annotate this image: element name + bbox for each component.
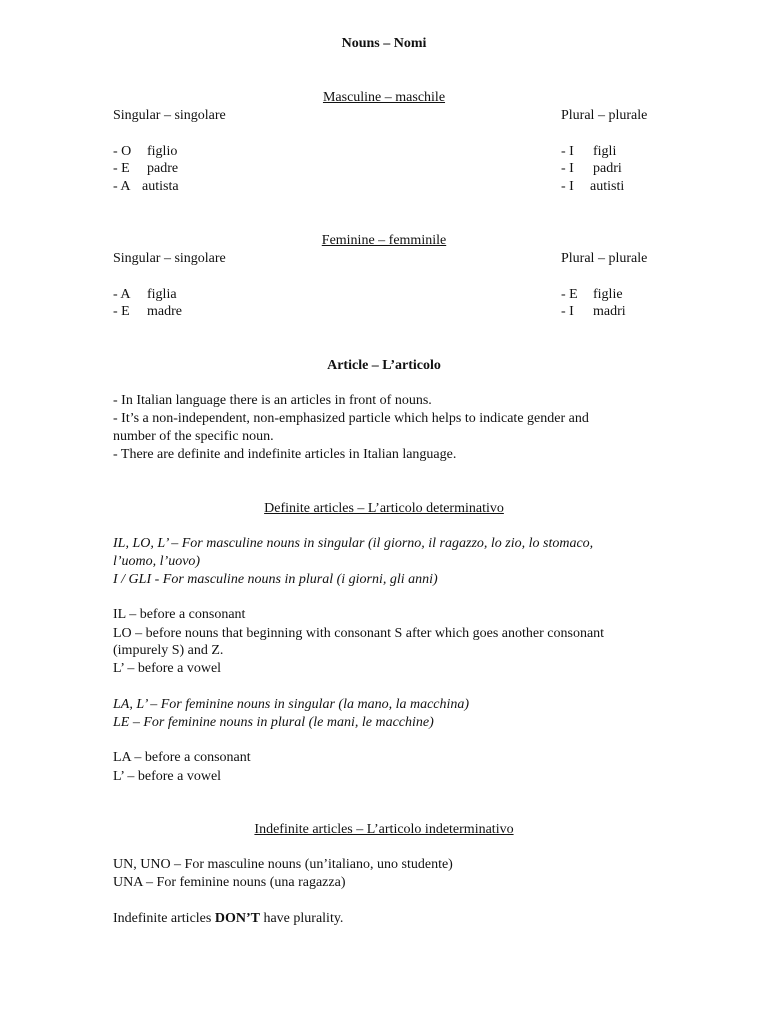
feminine-singular-row: - A figlia (113, 287, 177, 302)
feminine-plural-row: - E figlie (561, 287, 623, 302)
masculine-heading: Masculine – maschile (322, 90, 446, 105)
article-line: - In Italian language there is an articles in front of nouns. (113, 393, 432, 408)
masculine-singular-row: - E padre (113, 161, 179, 176)
definite-masc-rule: LO – before nouns that beginning with consonant S after which goes another consonant (113, 626, 605, 641)
definite-masc-rule: L’ – before a vowel (113, 661, 222, 676)
indefinite-note: Indefinite articles DON’T have plurality. (113, 911, 344, 926)
masculine-plural-label: Plural – plurale (561, 108, 648, 123)
feminine-singular-label: Singular – singolare (113, 251, 226, 266)
indefinite-heading: Indefinite articles – L’articolo indeterminativo (254, 822, 514, 837)
masculine-plural-row: - I padri (561, 161, 622, 176)
definite-fem-line: LA, L’ – For feminine nouns in singular (la mano, la macchina) (113, 697, 470, 712)
definite-fem-rule: LA – before a consonant (113, 750, 251, 765)
masculine-singular-label: Singular – singolare (113, 108, 226, 123)
article-heading: Article – L’articolo (327, 358, 441, 373)
masculine-plural-row: - I autisti (561, 179, 625, 194)
article-line: - There are definite and indefinite articles in Italian language. (113, 447, 457, 462)
masculine-singular-row: - O figlio (113, 144, 178, 159)
definite-fem-rule: L’ – before a vowel (113, 769, 222, 784)
article-line: - It’s a non-independent, non-emphasized particle which helps to indicate gender and (113, 411, 589, 426)
definite-masc-line: IL, LO, L’ – For masculine nouns in singular (il giorno, il ragazzo, lo zio, lo stomaco, (113, 536, 594, 551)
masculine-singular-row: - A autista (113, 179, 179, 194)
indefinite-line: UNA – For feminine nouns (una ragazza) (113, 875, 346, 890)
feminine-plural-row: - I madri (561, 304, 626, 319)
definite-fem-line: LE – For feminine nouns in plural (le mani, le macchine) (113, 715, 434, 730)
definite-masc-rule: IL – before a consonant (113, 607, 246, 622)
definite-masc-rule: (impurely S) and Z. (113, 643, 224, 658)
definite-masc-line: I / GLI - For masculine nouns in plural (i giorni, gli anni) (113, 572, 438, 587)
definite-masc-line: l’uomo, l’uovo) (113, 554, 201, 569)
feminine-singular-row: - E madre (113, 304, 182, 319)
feminine-heading: Feminine – femminile (321, 233, 447, 248)
indefinite-line: UN, UNO – For masculine nouns (un’italiano, uno studente) (113, 857, 453, 872)
page-title: Nouns – Nomi (341, 36, 427, 51)
definite-heading: Definite articles – L’articolo determinativo (264, 501, 504, 516)
article-line: number of the specific noun. (113, 429, 274, 444)
masculine-plural-row: - I figli (561, 144, 617, 159)
feminine-plural-label: Plural – plurale (561, 251, 648, 266)
emphasis-dont: DON’T (214, 911, 260, 926)
